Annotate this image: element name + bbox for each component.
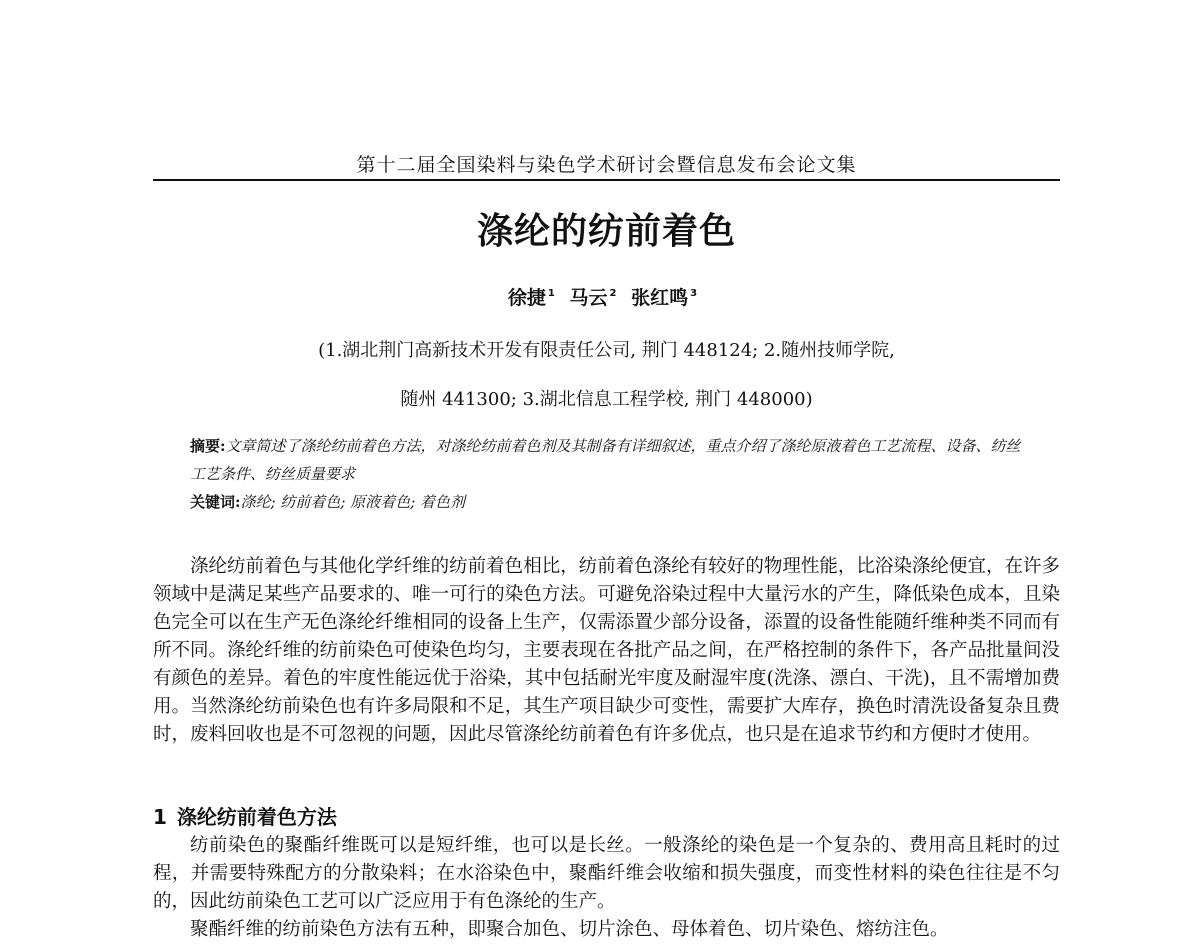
abstract (190, 432, 1030, 488)
author-list (153, 283, 1060, 310)
running-header: 第十二届全国染料与染色学术研讨会暨信息发布会论文集 (356, 154, 857, 176)
header-rule (153, 179, 1060, 181)
intro-paragraph: 涤纶纺前着色与其他化学纤维的纺前着色相比，纺前着色涤纶有较好的物理性能，比浴染涤纶便宜，在许多领域中是满足某些产品要求的、唯一可行的染色方法。可避免浴染过程中大量污水的产生，降低染色成本，且染色完全可以在生产无色涤纶纤维相同的设备上生产，仅需添置少部分设备，添置的设备性能随纤维种类不同而有所不同。涤纶纤维的纺前染色可使染色均匀，主要表现在各批产品之间，在严格控制的条件下，各产品批量间没有颜色的差异。着色的牢度性能远优于浴染，其中包括耐光牢度及耐湿牢度(洗涤、漂白、干洗)，且不需增加费用。当然涤纶纺前染色也有许多局限和不足，其生产项目缺少可变性，需要扩大库存，换色时清洗设备复杂且费时，废料回收也是不可忽视的问题，因此尽管涤纶纺前着色有许多优点，也只是在追求节约和方便时才使用。 (153, 556, 1060, 745)
author-sup: 1 (547, 288, 555, 299)
section-1-body (153, 832, 1060, 944)
section-heading (153, 801, 337, 830)
author-name: 马云 (569, 287, 608, 309)
paper-title: 涤纶的纺前着色 (476, 211, 736, 252)
abstract-block (190, 432, 1030, 516)
keywords (190, 488, 1030, 516)
body-paragraph: 纺前染色的聚酯纤维既可以是短纤维，也可以是长丝。一般涤纶的染色是一个复杂的、费用高且耗时的过程，并需要特殊配方的分散染料；在水浴染色中，聚酯纤维会收缩和损失强度，而变性材料的染色往往是不匀的，因此纺前染色工艺可以广泛应用于有色涤纶的生产。 (153, 835, 1060, 912)
author-name: 徐捷 (507, 287, 546, 309)
keywords-text: 涤纶; 纺前着色; 原液着色; 着色剂 (240, 493, 466, 511)
keywords-label: 关键词: (190, 493, 241, 511)
affiliation-line-1: (1.湖北荆门高新技术开发有限责任公司, 荆门 448124; 2.随州技师学院, (318, 340, 895, 361)
abstract-text: 文章简述了涤纶纺前着色方法，对涤纶纺前着色剂及其制备有详细叙述，重点介绍了涤纶原液着色工艺流程、设备、纺丝工艺条件、纺丝质量要求 (190, 437, 1021, 483)
section-number: 1 (153, 805, 167, 829)
abstract-label: 摘要: (190, 437, 226, 455)
affiliation-line-2: 随州 441300; 3.湖北信息工程学校, 荆门 448000) (400, 389, 813, 410)
author-sup: 2 (609, 288, 617, 299)
body-paragraph: 聚酯纤维的纺前染色方法有五种，即聚合加色、切片涂色、母体着色、切片染色、熔纺注色。 (190, 919, 949, 940)
intro-section (153, 553, 1060, 749)
section-title: 涤纶纺前着色方法 (176, 805, 337, 829)
author-sup: 3 (690, 288, 698, 299)
author-name: 张红鸣 (631, 287, 689, 309)
